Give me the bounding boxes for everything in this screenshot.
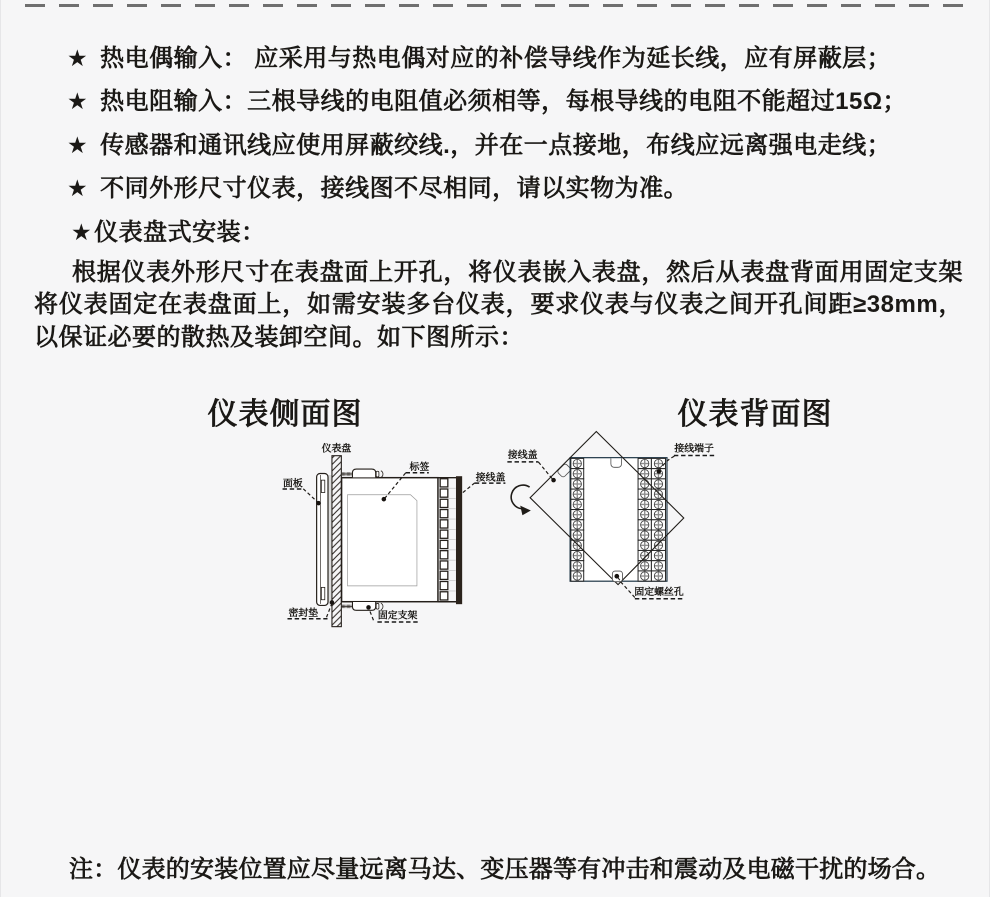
gasket-strip	[328, 475, 332, 604]
back-view-title: 仪表背面图	[677, 398, 833, 431]
install-paragraph: 根据仪表外形尺寸在表盘面上开孔，将仪表嵌入表盘，然后从表盘背面用固定支架将仪表固定在表盘面上，如需安装多台仪表，要求仪表与仪表之间开孔间距≥38mm，以保证必要的散热及装卸空间。如下图所示：	[34, 259, 963, 351]
label-gasket: 密封垫	[288, 607, 319, 619]
bullet-text: 不同外形尺寸仪表，接线图不尽相同，请以实物为准。	[100, 175, 689, 202]
wiring-cover-bar	[456, 476, 462, 604]
bullet-text: 热电阻输入：三根导线的电阻值必须相等，每根导线的电阻不能超过15Ω；	[100, 88, 908, 115]
star-bullet-icon: ★	[67, 175, 89, 201]
top-notch	[611, 458, 622, 467]
rotate-arrow-icon	[511, 485, 531, 515]
fixing-screw-hole	[612, 571, 622, 582]
star-bullet-icon: ★	[71, 219, 93, 245]
star-bullet-icon: ★	[67, 88, 89, 114]
bullet-text: 热电偶输入： 应采用与热电偶对应的补偿导线作为延长线，应有屏蔽层；	[100, 45, 892, 72]
front-panel-bezel	[317, 473, 328, 605]
cover-tab	[557, 463, 572, 478]
bullet-item	[67, 81, 907, 116]
label-terminals: 接线端子	[674, 443, 714, 455]
bullet-item	[71, 212, 266, 247]
label-wiring-cover-side: 接线盖	[475, 472, 506, 484]
label-tag: 标签	[409, 462, 430, 474]
top-bracket	[352, 469, 383, 477]
installation-diagrams	[1, 430, 990, 850]
label-front-panel: 面板	[283, 478, 303, 490]
bottom-note: 注：仪表的安装位置应尽量远离马达、变压器等有冲击和震动及电磁干扰的场合。	[69, 856, 941, 883]
star-bullet-icon: ★	[67, 45, 89, 71]
tag-plate	[348, 495, 417, 586]
side-view-diagram	[283, 442, 506, 627]
label-panel-board: 仪表盘	[321, 443, 352, 455]
bullet-text: 传感器和通讯线应使用屏蔽绞线.，并在一点接地，布线应远离强电走线；	[100, 132, 892, 159]
bullet-text: 仪表盘式安装：	[94, 219, 266, 246]
label-screw-hole: 固定螺丝孔	[634, 587, 684, 599]
bullet-item	[67, 38, 891, 73]
terminal-ladder	[440, 479, 456, 600]
side-view-title: 仪表侧面图	[207, 398, 363, 431]
label-wiring-cover-back: 接线盖	[507, 450, 538, 462]
bullet-item	[67, 168, 688, 203]
top-dashed-rule	[25, 4, 967, 7]
label-bracket: 固定支架	[377, 610, 418, 622]
star-bullet-icon: ★	[67, 132, 89, 158]
bullet-item	[67, 125, 891, 160]
back-view-diagram	[507, 431, 715, 598]
